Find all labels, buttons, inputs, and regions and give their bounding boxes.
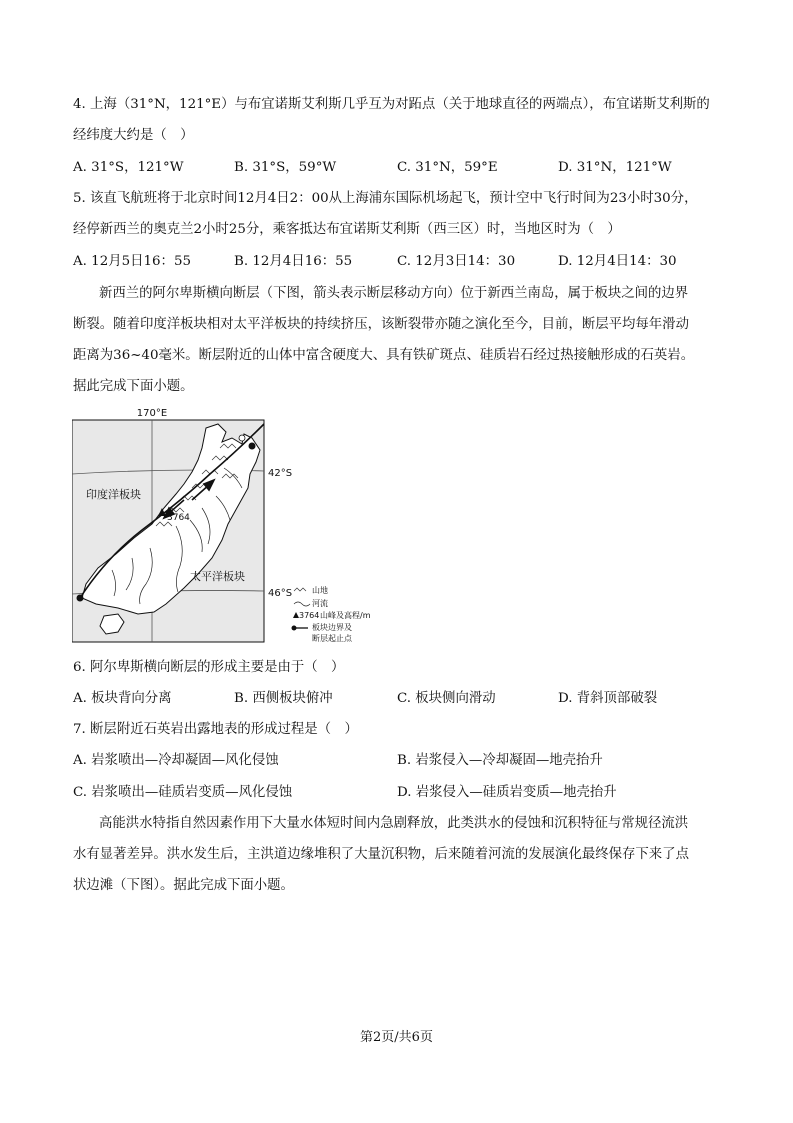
q5-option-b: B. 12月4日16：55 [234,254,353,269]
legend-peak-label: 山峰及高程/m [320,611,371,620]
q6-option-c: C. 板块侧向滑动 [397,691,496,706]
legend-mountain-icon [294,588,306,591]
legend-boundary-label-1: 板块边界及 [312,623,352,632]
q7-option-a: A. 岩浆喷出—冷却凝固—风化侵蚀 [73,753,279,768]
passage2-line4: 据此完成下面小题。 [73,379,194,394]
passage3-line1: 高能洪水特指自然因素作用下大量水体短时间内急剧释放，此类洪水的侵蚀和沉积特征与常规径流洪 [99,816,689,831]
latitude-label-42s: 42°S [268,468,293,479]
passage2-line1: 新西兰的阿尔卑斯横向断层（下图，箭头表示断层移动方向）位于新西兰南岛，属于板块之间的边界 [99,286,689,301]
q4-option-a: A. 31°S，121°W [73,160,184,175]
longitude-label: 170°E [136,408,168,419]
q7-option-d: D. 岩浆侵入—硅质岩变质—地壳抬升 [397,785,617,800]
latitude-label-46s: 46°S [268,588,293,599]
legend-river-label: 河流 [312,599,328,608]
q5-option-c: C. 12月3日14：30 [397,254,516,269]
passage3-line3: 状边滩（下图）。据此完成下面小题。 [73,878,294,893]
legend-river-icon [294,602,310,606]
page-footer: 第2页/共6页 [360,1030,433,1045]
q5-option-a: A. 12月5日16：55 [73,254,191,269]
q5-stem-line2: 经停新西兰的奥克兰2小时25分，乘客抵达布宜诺斯艾利斯（西三区）时，当地区时为（ ） [73,222,621,237]
q7-option-b: B. 岩浆侵入—冷却凝固—地壳抬升 [397,753,603,768]
alpine-fault-map [72,408,390,644]
q5-stem-line1: 5. 该直飞航班将于北京时间12月4日2：00从上海浦东国际机场起飞，预计空中飞行时间为23小时30分， [73,191,698,206]
q4-option-d: D. 31°N，121°W [558,160,672,175]
q5-option-d: D. 12月4日14：30 [558,254,677,269]
legend-mountain-label: 山地 [312,586,328,595]
q6-stem: 6. 阿尔卑斯横向断层的形成主要是由于（ ） [73,660,345,675]
legend-boundary-label-2: 断层起止点 [312,634,352,643]
q7-option-c: C. 岩浆喷出—硅质岩变质—风化侵蚀 [73,785,293,800]
q6-option-a: A. 板块背向分离 [73,691,172,706]
indian-plate-label: 印度洋板块 [86,488,141,501]
q4-stem-line1: 4. 上海（31°N，121°E）与布宜诺斯艾利斯几乎互为对跖点（关于地球直径的两端点），布宜诺斯艾利斯的 [73,97,710,112]
q4-stem-line2: 经纬度大约是（ ） [73,128,194,143]
legend-peak-value: 3764 [299,611,320,620]
islet [239,435,245,441]
passage3-line2: 水有显著差异。洪水发生后，主洪道边缘堆积了大量沉积物，后来随着河流的发展演化最终保存下来了点 [73,847,689,862]
passage2-line3: 距离为36~40毫米。断层附近的山体中富含硬度大、具有铁矿斑点、硅质岩石经过热接触形成的石英岩。 [73,348,695,363]
alpine-fault-map-svg [72,408,390,644]
passage2-line2: 断裂。随着印度洋板块相对太平洋板块的持续挤压，该断裂带亦随之演化至今，目前，断层平均每年滑动 [73,317,689,332]
q7-stem: 7. 断层附近石英岩出露地表的形成过程是（ ） [73,722,358,737]
map-legend [292,585,371,643]
q6-option-d: D. 背斜顶部破裂 [558,691,658,706]
q4-option-b: B. 31°S，59°W [234,160,337,175]
q4-option-c: C. 31°N，59°E [397,160,498,175]
pacific-plate-label: 太平洋板块 [190,570,245,583]
peak-elevation-label: 3764 [167,513,190,523]
q6-option-b: B. 西侧板块俯冲 [234,691,333,706]
fault-endpoint-north [249,443,256,450]
fault-endpoint-south [77,595,84,602]
